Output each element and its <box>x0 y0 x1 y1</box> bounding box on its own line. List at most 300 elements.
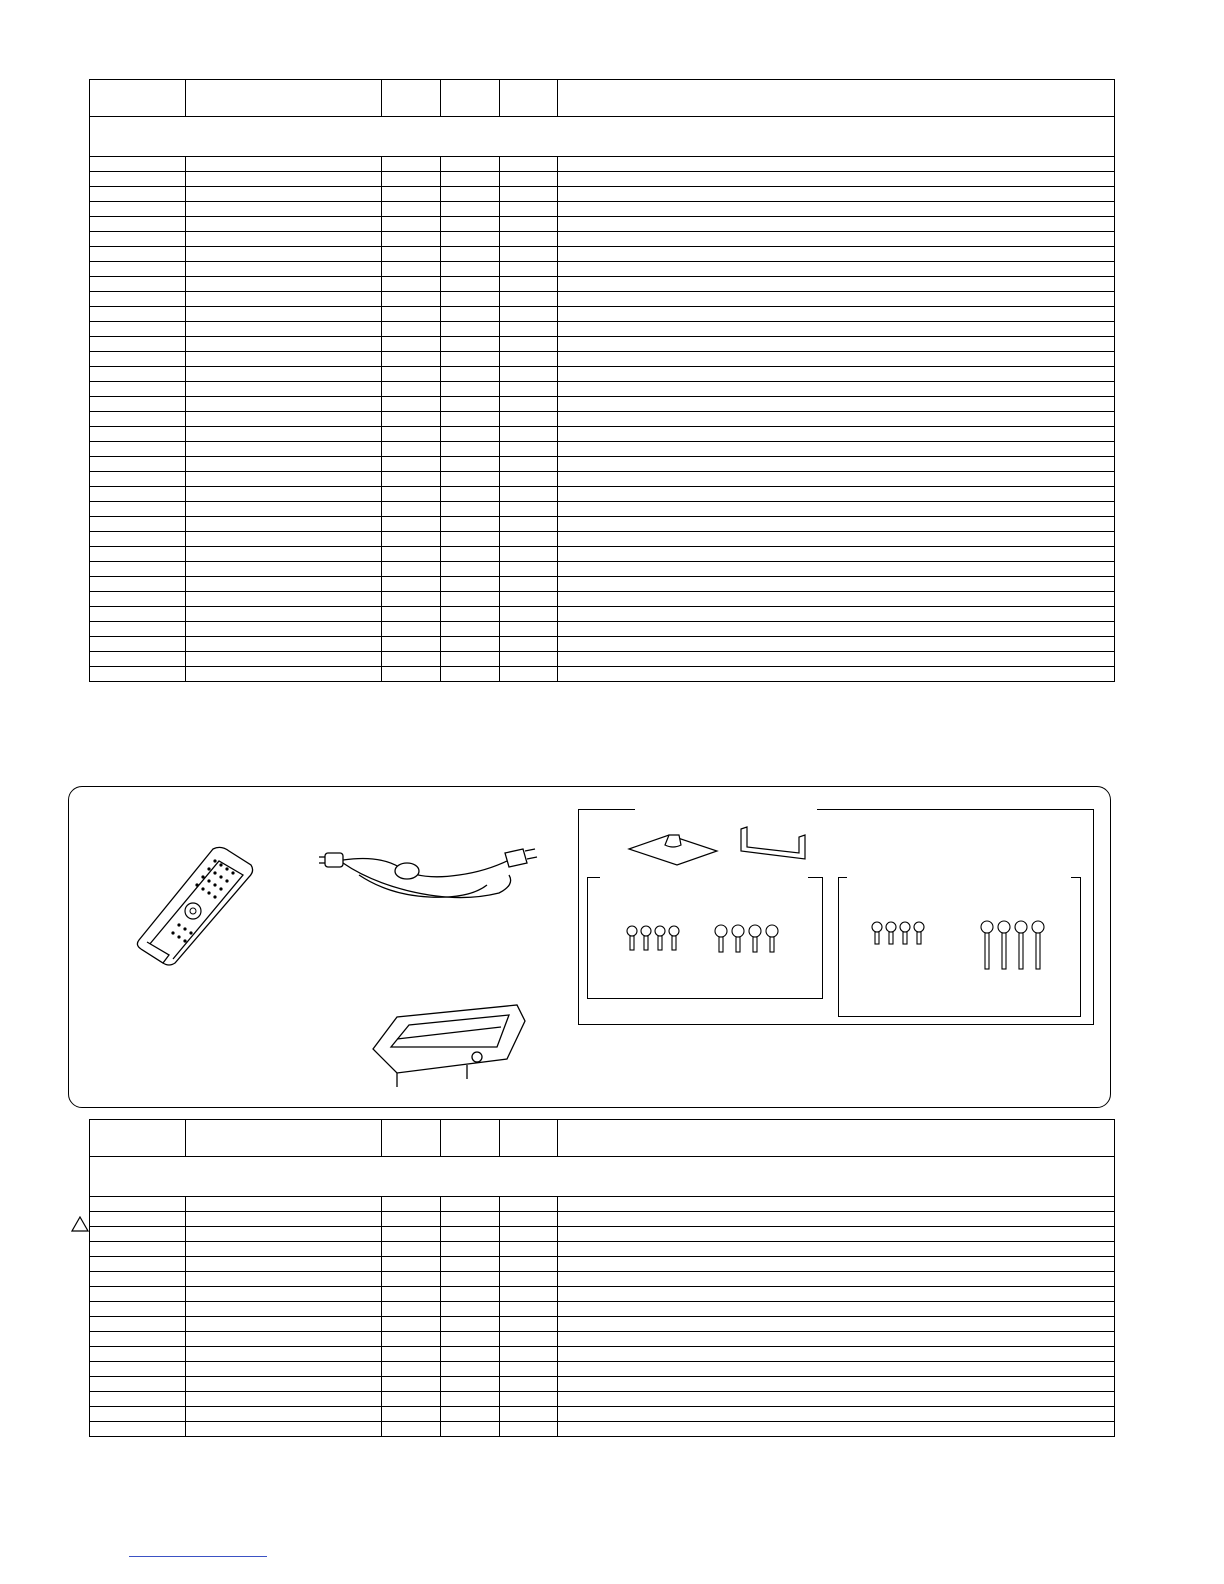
table-row <box>90 1317 1115 1332</box>
table-cell <box>90 472 186 487</box>
table-row <box>90 1392 1115 1407</box>
table-cell <box>382 607 441 622</box>
table-row <box>90 202 1115 217</box>
col-ref-no <box>90 80 186 117</box>
table-cell <box>382 307 441 322</box>
table-row <box>90 1272 1115 1287</box>
table-row <box>90 352 1115 367</box>
section-header-row <box>90 117 1115 157</box>
table-cell <box>186 1227 382 1242</box>
table-cell <box>558 247 1115 262</box>
table-cell <box>186 622 382 637</box>
table-cell <box>186 667 382 682</box>
table-cell <box>558 397 1115 412</box>
table-cell <box>441 1287 500 1302</box>
table-cell <box>186 1422 382 1437</box>
table-cell <box>441 307 500 322</box>
table-cell <box>500 1302 558 1317</box>
table-cell <box>558 577 1115 592</box>
cable-holder-illustration <box>367 999 531 1091</box>
table-cell <box>382 487 441 502</box>
table-cell <box>90 1302 186 1317</box>
table-row <box>90 622 1115 637</box>
table-cell <box>382 667 441 682</box>
table-cell <box>441 487 500 502</box>
table-cell <box>186 187 382 202</box>
table-row <box>90 607 1115 622</box>
table-cell <box>500 202 558 217</box>
table-cell <box>90 412 186 427</box>
table-cell <box>90 1332 186 1347</box>
col-mark <box>382 1120 441 1157</box>
table-cell <box>441 172 500 187</box>
table-cell <box>558 1287 1115 1302</box>
col-code <box>500 80 558 117</box>
table-cell <box>90 247 186 262</box>
table-cell <box>382 1347 441 1362</box>
table-cell <box>441 352 500 367</box>
table-cell <box>441 1362 500 1377</box>
table-cell <box>186 1197 382 1212</box>
table-cell <box>90 637 186 652</box>
table-cell <box>500 1422 558 1437</box>
table-cell <box>90 262 186 277</box>
table-cell <box>90 487 186 502</box>
table-cell <box>500 1347 558 1362</box>
table-cell <box>558 337 1115 352</box>
table-cell <box>382 1287 441 1302</box>
table-cell <box>90 457 186 472</box>
table-cell <box>382 202 441 217</box>
table-cell <box>90 337 186 352</box>
table-cell <box>500 667 558 682</box>
accessories-panel <box>68 786 1111 1108</box>
col-ref-no <box>90 1120 186 1157</box>
table-cell <box>558 187 1115 202</box>
table-cell <box>558 472 1115 487</box>
table-cell <box>500 1212 558 1227</box>
table-cell <box>500 307 558 322</box>
table-cell <box>186 532 382 547</box>
table-cell <box>90 367 186 382</box>
table-row <box>90 457 1115 472</box>
safety-triangle-icon <box>71 1216 89 1232</box>
table-cell <box>186 1377 382 1392</box>
table-row <box>90 667 1115 682</box>
table-cell <box>441 637 500 652</box>
table-cell <box>441 322 500 337</box>
table-cell <box>382 577 441 592</box>
table-cell <box>558 1212 1115 1227</box>
table-cell <box>186 562 382 577</box>
table-cell <box>90 157 186 172</box>
table-cell <box>382 1197 441 1212</box>
table-cell <box>500 1332 558 1347</box>
table-row <box>90 1302 1115 1317</box>
stand-base-illustration <box>627 827 719 867</box>
table-cell <box>500 262 558 277</box>
table-cell <box>500 412 558 427</box>
table-cell <box>500 352 558 367</box>
table-cell <box>382 652 441 667</box>
table-cell <box>382 1377 441 1392</box>
table-cell <box>186 637 382 652</box>
table-cell <box>558 202 1115 217</box>
table-cell <box>382 412 441 427</box>
table-row <box>90 547 1115 562</box>
col-rank <box>441 1120 500 1157</box>
table-cell <box>441 532 500 547</box>
table-cell <box>90 322 186 337</box>
table-cell <box>441 247 500 262</box>
table-row <box>90 187 1115 202</box>
table-row <box>90 427 1115 442</box>
table-cell <box>186 1272 382 1287</box>
table-cell <box>558 562 1115 577</box>
table-row <box>90 412 1115 427</box>
table-cell <box>558 232 1115 247</box>
table-cell <box>558 1392 1115 1407</box>
table-cell <box>90 442 186 457</box>
remote-control-illustration <box>135 845 255 967</box>
table-cell <box>382 622 441 637</box>
table-cell <box>186 547 382 562</box>
table-cell <box>186 337 382 352</box>
table-cell <box>558 1332 1115 1347</box>
table-cell <box>90 1392 186 1407</box>
table-cell <box>500 487 558 502</box>
stand-bracket-illustration <box>735 823 813 863</box>
table-cell <box>186 322 382 337</box>
table-cell <box>382 457 441 472</box>
table-cell <box>558 1227 1115 1242</box>
section-label <box>90 117 1115 157</box>
table-cell <box>500 442 558 457</box>
table-cell <box>558 382 1115 397</box>
table-cell <box>441 1227 500 1242</box>
table-cell <box>500 502 558 517</box>
table-cell <box>186 1242 382 1257</box>
table-cell <box>441 1257 500 1272</box>
table-cell <box>186 217 382 232</box>
ac-cord-illustration <box>319 845 539 911</box>
table-cell <box>441 667 500 682</box>
table-cell <box>441 1212 500 1227</box>
table-cell <box>558 307 1115 322</box>
parts-table-bottom <box>89 1119 1115 1437</box>
table-cell <box>500 1392 558 1407</box>
table-cell <box>90 1407 186 1422</box>
table-cell <box>382 592 441 607</box>
table-cell <box>382 427 441 442</box>
table-cell <box>558 457 1115 472</box>
table-cell <box>558 622 1115 637</box>
table-row <box>90 1347 1115 1362</box>
table-cell <box>186 367 382 382</box>
table-row <box>90 1377 1115 1392</box>
table-cell <box>441 457 500 472</box>
table-cell <box>500 157 558 172</box>
table-cell <box>186 1287 382 1302</box>
table-cell <box>90 622 186 637</box>
table-cell <box>558 1242 1115 1257</box>
table-row <box>90 292 1115 307</box>
table-cell <box>90 502 186 517</box>
table-cell <box>500 532 558 547</box>
table-cell <box>441 1197 500 1212</box>
table-cell <box>382 292 441 307</box>
table-cell <box>90 1227 186 1242</box>
table-cell <box>382 262 441 277</box>
table-cell <box>500 382 558 397</box>
table-cell <box>90 277 186 292</box>
table-cell <box>382 397 441 412</box>
table-cell <box>500 397 558 412</box>
table-cell <box>90 307 186 322</box>
table-row <box>90 262 1115 277</box>
table-cell <box>500 1407 558 1422</box>
table-row <box>90 1212 1115 1227</box>
table-cell <box>558 292 1115 307</box>
table-cell <box>558 157 1115 172</box>
table-cell <box>500 1317 558 1332</box>
table-cell <box>558 652 1115 667</box>
table-cell <box>441 382 500 397</box>
table-row <box>90 562 1115 577</box>
table-cell <box>186 1332 382 1347</box>
table-cell <box>500 187 558 202</box>
table-cell <box>382 187 441 202</box>
table-cell <box>186 652 382 667</box>
table-cell <box>382 1422 441 1437</box>
table-cell <box>441 157 500 172</box>
table-row <box>90 367 1115 382</box>
table-cell <box>558 412 1115 427</box>
table-cell <box>441 1332 500 1347</box>
table-row <box>90 532 1115 547</box>
table-cell <box>186 1392 382 1407</box>
table-cell <box>441 217 500 232</box>
table-cell <box>186 472 382 487</box>
table-cell <box>441 547 500 562</box>
table-cell <box>186 172 382 187</box>
table-cell <box>441 1272 500 1287</box>
table-cell <box>90 1272 186 1287</box>
table-cell <box>382 547 441 562</box>
table-cell <box>558 607 1115 622</box>
col-part-no <box>186 80 382 117</box>
table-cell <box>441 652 500 667</box>
table-header-row <box>90 1120 1115 1157</box>
table-row <box>90 307 1115 322</box>
table-cell <box>500 1257 558 1272</box>
table-cell <box>500 247 558 262</box>
table-cell <box>382 157 441 172</box>
table-cell <box>90 217 186 232</box>
table-cell <box>382 442 441 457</box>
table-cell <box>500 472 558 487</box>
table-row <box>90 157 1115 172</box>
table-cell <box>558 427 1115 442</box>
table-cell <box>558 637 1115 652</box>
table-cell <box>441 412 500 427</box>
table-cell <box>382 352 441 367</box>
table-row <box>90 337 1115 352</box>
table-cell <box>500 562 558 577</box>
table-cell <box>558 1317 1115 1332</box>
table-cell <box>382 517 441 532</box>
table-cell <box>558 1377 1115 1392</box>
table-row <box>90 1197 1115 1212</box>
col-code <box>500 1120 558 1157</box>
table-row <box>90 577 1115 592</box>
table-cell <box>441 622 500 637</box>
table-cell <box>186 517 382 532</box>
table-cell <box>500 337 558 352</box>
table-cell <box>500 1377 558 1392</box>
table-row <box>90 517 1115 532</box>
table-cell <box>382 1227 441 1242</box>
table-cell <box>382 1317 441 1332</box>
table-cell <box>90 1377 186 1392</box>
table-cell <box>441 202 500 217</box>
table-row <box>90 1257 1115 1272</box>
table-row <box>90 322 1115 337</box>
table-cell <box>382 1272 441 1287</box>
footer-link-underline[interactable] <box>129 1556 267 1557</box>
table-header-row <box>90 80 1115 117</box>
table-cell <box>441 502 500 517</box>
table-cell <box>186 1317 382 1332</box>
table-cell <box>441 517 500 532</box>
table-row <box>90 502 1115 517</box>
table-cell <box>90 1422 186 1437</box>
table-cell <box>441 232 500 247</box>
table-row <box>90 232 1115 247</box>
table-cell <box>441 607 500 622</box>
col-rank <box>441 80 500 117</box>
table-cell <box>90 577 186 592</box>
table-cell <box>558 322 1115 337</box>
table-cell <box>186 277 382 292</box>
table-cell <box>500 637 558 652</box>
table-cell <box>500 607 558 622</box>
table-cell <box>558 1362 1115 1377</box>
table-cell <box>90 667 186 682</box>
table-cell <box>441 187 500 202</box>
table-row <box>90 1227 1115 1242</box>
table-cell <box>186 1362 382 1377</box>
table-row <box>90 1287 1115 1302</box>
table-cell <box>500 622 558 637</box>
table-cell <box>500 577 558 592</box>
table-cell <box>382 1257 441 1272</box>
table-cell <box>186 292 382 307</box>
table-cell <box>441 1302 500 1317</box>
table-cell <box>90 292 186 307</box>
table-cell <box>500 217 558 232</box>
table-row <box>90 1362 1115 1377</box>
table-cell <box>382 1407 441 1422</box>
table-cell <box>558 1422 1115 1437</box>
table-cell <box>441 1347 500 1362</box>
table-cell <box>500 592 558 607</box>
table-row <box>90 652 1115 667</box>
section-header-row <box>90 1157 1115 1197</box>
table-cell <box>382 1242 441 1257</box>
table-cell <box>186 1347 382 1362</box>
table-cell <box>441 1317 500 1332</box>
table-cell <box>441 262 500 277</box>
col-description <box>558 80 1115 117</box>
table-cell <box>186 382 382 397</box>
table-cell <box>186 352 382 367</box>
col-mark <box>382 80 441 117</box>
table-row <box>90 277 1115 292</box>
table-cell <box>500 547 558 562</box>
table-cell <box>186 502 382 517</box>
table-cell <box>186 157 382 172</box>
table-cell <box>558 1257 1115 1272</box>
parts-table-top <box>89 79 1115 682</box>
table-cell <box>90 1362 186 1377</box>
table-cell <box>441 367 500 382</box>
table-cell <box>186 262 382 277</box>
table-cell <box>90 397 186 412</box>
table-cell <box>558 352 1115 367</box>
table-cell <box>186 577 382 592</box>
table-cell <box>382 472 441 487</box>
table-cell <box>186 202 382 217</box>
table-cell <box>90 172 186 187</box>
table-cell <box>558 1272 1115 1287</box>
table-cell <box>441 337 500 352</box>
table-cell <box>382 562 441 577</box>
table-row <box>90 1407 1115 1422</box>
table-cell <box>90 1287 186 1302</box>
table-cell <box>558 172 1115 187</box>
table-cell <box>186 1302 382 1317</box>
table-cell <box>186 487 382 502</box>
table-cell <box>90 1212 186 1227</box>
table-cell <box>500 292 558 307</box>
table-row <box>90 1422 1115 1437</box>
table-row <box>90 172 1115 187</box>
table-cell <box>500 232 558 247</box>
table-cell <box>441 397 500 412</box>
screw-set-illustration <box>624 923 784 955</box>
table-cell <box>558 1407 1115 1422</box>
table-cell <box>382 1362 441 1377</box>
table-cell <box>90 562 186 577</box>
table-cell <box>441 442 500 457</box>
table-cell <box>90 547 186 562</box>
table-cell <box>382 502 441 517</box>
table-cell <box>186 457 382 472</box>
table-cell <box>90 352 186 367</box>
table-cell <box>382 1332 441 1347</box>
table-cell <box>382 532 441 547</box>
table-cell <box>441 427 500 442</box>
table-cell <box>382 337 441 352</box>
table-cell <box>441 562 500 577</box>
table-cell <box>558 1302 1115 1317</box>
table-cell <box>500 457 558 472</box>
table-cell <box>441 277 500 292</box>
table-cell <box>186 427 382 442</box>
table-cell <box>558 487 1115 502</box>
table-cell <box>558 262 1115 277</box>
